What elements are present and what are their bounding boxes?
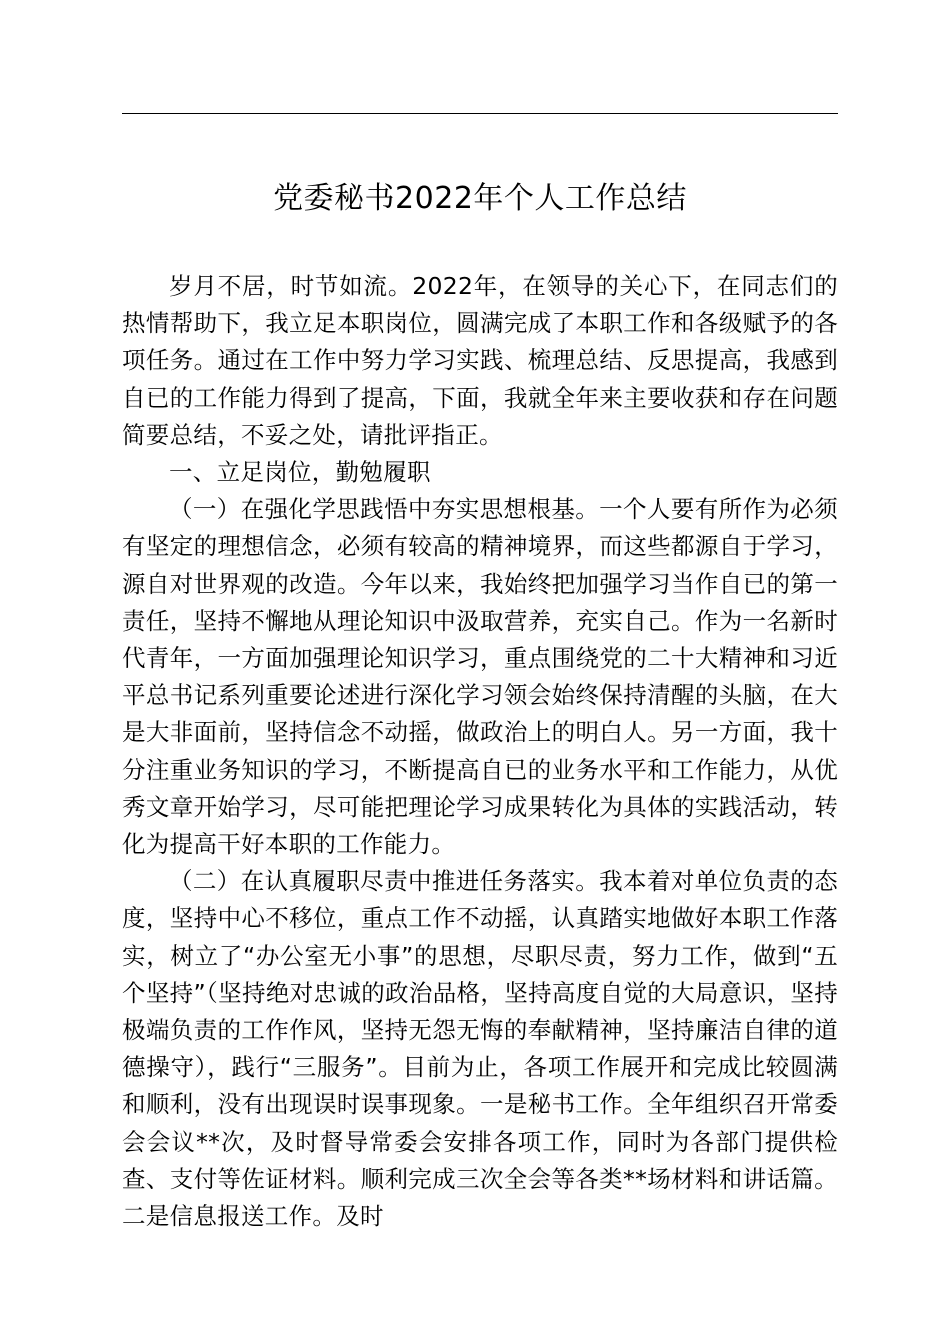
header-rule — [122, 113, 838, 114]
document-title: 党委秘书2022年个人工作总结 — [273, 181, 687, 216]
document-body — [122, 268, 838, 1235]
paragraph-section-1-1: （一）在强化学思践悟中夯实思想根基。一个人要有所作为必须有坚定的理想信念，必须有较高的精神境界，而这些都源自于学习，源自对世界观的改造。今年以来，我始终把加强学习当作自已的第一责任，坚持不懈地从理论知识中汲取营养，充实自己。作为一名新时代青年，一方面加强理论知识学习，重点围绕党的二十大精神和习近平总书记系列重要论述进行深化学习领会始终保持清醒的头脑，在大是大非面前，坚持信念不动摇，做政治上的明白人。另一方面，我十分注重业务知识的学习，不断提高自已的业务水平和工作能力，从优秀文章开始学习，尽可能把理论学习成果转化为具体的实践活动，转化为提高干好本职的工作能力。 — [122, 495, 838, 859]
paragraph-intro: 岁月不居，时节如流。2022年，在领导的关心下，在同志们的热情帮助下，我立足本职岗位，圆满完成了本职工作和各级赋予的各项任务。通过在工作中努力学习实践、梳理总结、反思提高，我感到自已的工作能力得到了提高，下面，我就全年来主要收获和存在问题简要总结，不妥之处，请批评指正。 — [122, 272, 838, 449]
paragraph-section-1-2: （二）在认真履职尽责中推进任务落实。我本着对单位负责的态度，坚持中心不移位，重点工作不动摇，认真踏实地做好本职工作落实，树立了“办公室无小事”的思想，尽职尽责，努力工作，做到“五个坚持”（坚持绝对忠诚的政治品格，坚持高度自觉的大局意识，坚持极端负责的工作作风，坚持无怨无悔的奉献精神，坚持廉洁自律的道德操守），践行“三服务”。目前为止，各项工作展开和完成比较圆满和顺利，没有出现误时误事现象。一是秘书工作。全年组织召开常委会会议**次，及时督导常委会安排各项工作，同时为各部门提供检查、支付等佐证材料。顺利完成三次全会等各类**场材料和讲话篇。二是信息报送工作。及时 — [122, 867, 838, 1231]
section-heading-1: 一、立足岗位，勤勉履职 — [169, 458, 431, 487]
